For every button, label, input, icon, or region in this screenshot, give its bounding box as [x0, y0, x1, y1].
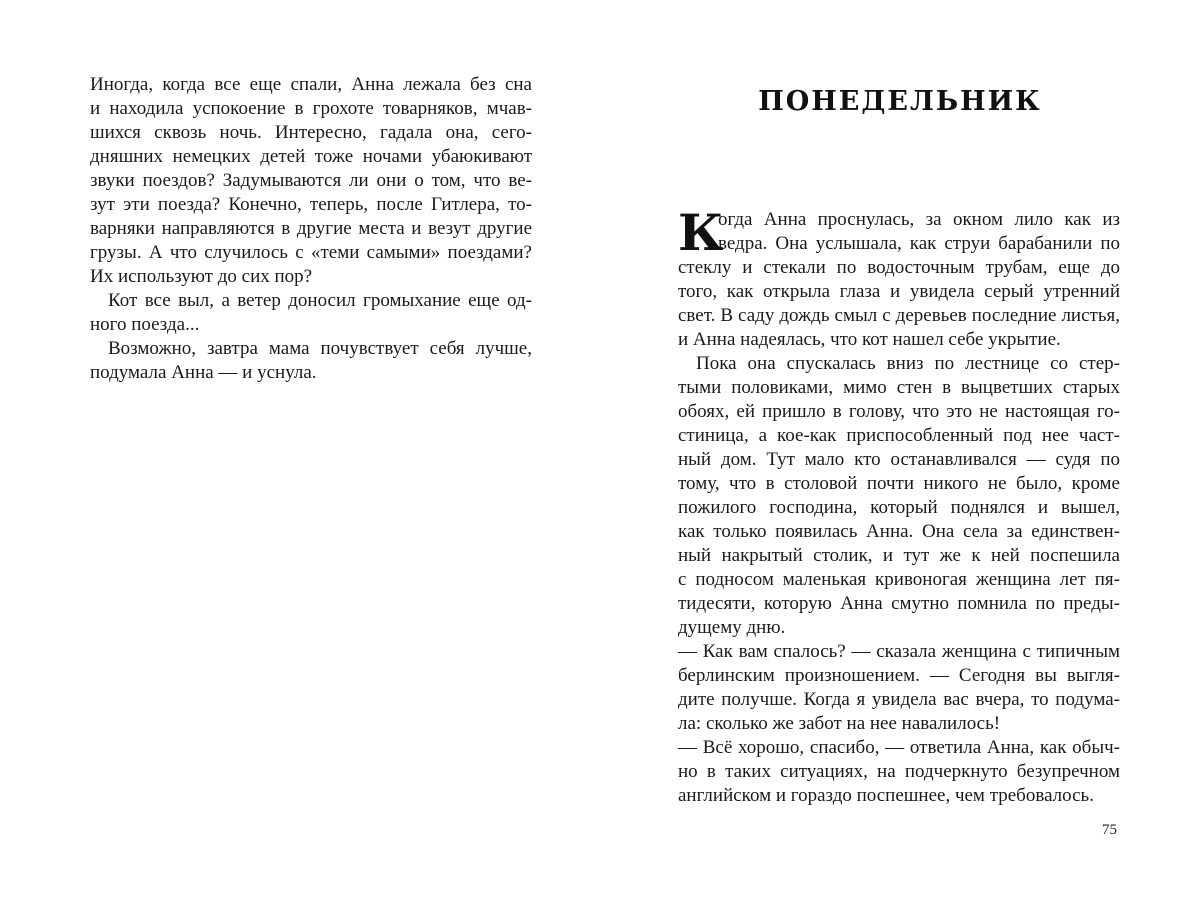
text-line: Возможно, завтра мама почувствует себя лучше,: [108, 338, 532, 359]
text-line: того, как открыла глаза и увидела серый утренний: [678, 281, 1120, 302]
text-line: ла: сколько же забот на нее навалилось!: [678, 713, 1001, 734]
text-line: но в таких ситуациях, на подчеркнуто безупречном: [678, 761, 1120, 782]
text-line: тыми половиками, мимо стен в выцветших старых: [678, 377, 1120, 398]
text-line: тому, что в столовой почти никого не было, кроме: [678, 473, 1120, 494]
text-line: и находила успокоение в грохоте товарняков, мчав-: [90, 98, 532, 119]
right-page-text: [678, 203, 1120, 808]
first-line-text: огда Анна проснулась, за окном лило как из: [718, 209, 1120, 230]
second-line-text: ведра. Она услышала, как струи барабанили по: [718, 233, 1120, 254]
text-line: — Всё хорошо, спасибо, — ответила Анна, как обыч-: [678, 737, 1120, 758]
text-line: подумала Анна — и уснула.: [90, 362, 317, 383]
text-line: стеклу и стекали по водосточным трубам, еще до: [678, 257, 1120, 278]
text-line: как только появилась Анна. Она села за единствен-: [678, 521, 1120, 542]
text-line: ного поезда...: [90, 314, 200, 335]
text-line: Кот все выл, а ветер доносил громыхание еще од-: [108, 290, 532, 311]
text-line: дите получше. Когда я увидела вас вчера, то подума-: [678, 689, 1120, 710]
text-line: зут эти поезда? Конечно, теперь, после Гитлера, то-: [90, 194, 532, 215]
drop-cap: К: [678, 203, 724, 262]
page-number: 75: [1102, 822, 1117, 838]
text-line: Иногда, когда все еще спали, Анна лежала без сна: [90, 74, 532, 95]
text-line: — Как вам спалось? — сказала женщина с типичным: [678, 641, 1120, 662]
text-line: Их используют до сих пор?: [90, 266, 313, 287]
text-line: свет. В саду дождь смыл с деревьев последние листья,: [678, 305, 1120, 326]
chapter-title: ПОНЕДЕЛЬНИК: [758, 86, 1042, 117]
text-line: и Анна надеялась, что кот нашел себе укрытие.: [678, 329, 1061, 350]
text-line: звуки поездов? Задумываются ли они о том, что ве-: [90, 170, 532, 191]
text-line: шихся сквозь ночь. Интересно, гадала она, сего-: [90, 122, 532, 143]
text-line: английском и гораздо поспешнее, чем требовалось.: [678, 785, 1094, 806]
text-line: грузы. А что случилось с «теми самыми» поездами?: [90, 242, 532, 263]
text-line: стиница, а кое-как приспособленный под нее част-: [678, 425, 1120, 446]
text-line: Пока она спускалась вниз по лестнице со стер-: [696, 353, 1120, 374]
text-line: с подносом маленькая кривоногая женщина лет пя-: [678, 569, 1120, 590]
text-line: ный дом. Тут мало кто останавливался — судя по: [678, 449, 1120, 470]
text-line: пожилого господина, который поднялся и вышел,: [678, 497, 1120, 518]
text-line: тидесяти, которую Анна смутно помнила по преды-: [678, 593, 1120, 614]
text-line: варняки направляются в другие места и везут другие: [90, 218, 532, 239]
left-page-text: [90, 73, 532, 385]
right-page: [600, 0, 1200, 900]
text-line: дущему дню.: [678, 617, 786, 638]
text-line: дняшних немецких детей тоже ночами убаюкивают: [90, 146, 532, 167]
text-line: ный накрытый столик, и тут же к ней поспешила: [678, 545, 1120, 566]
text-line: берлинским произношением. — Сегодня вы выгля-: [678, 665, 1120, 686]
text-line: обоях, ей пришло в голову, что это не настоящая го-: [678, 401, 1120, 422]
text-line: [678, 232, 1120, 256]
